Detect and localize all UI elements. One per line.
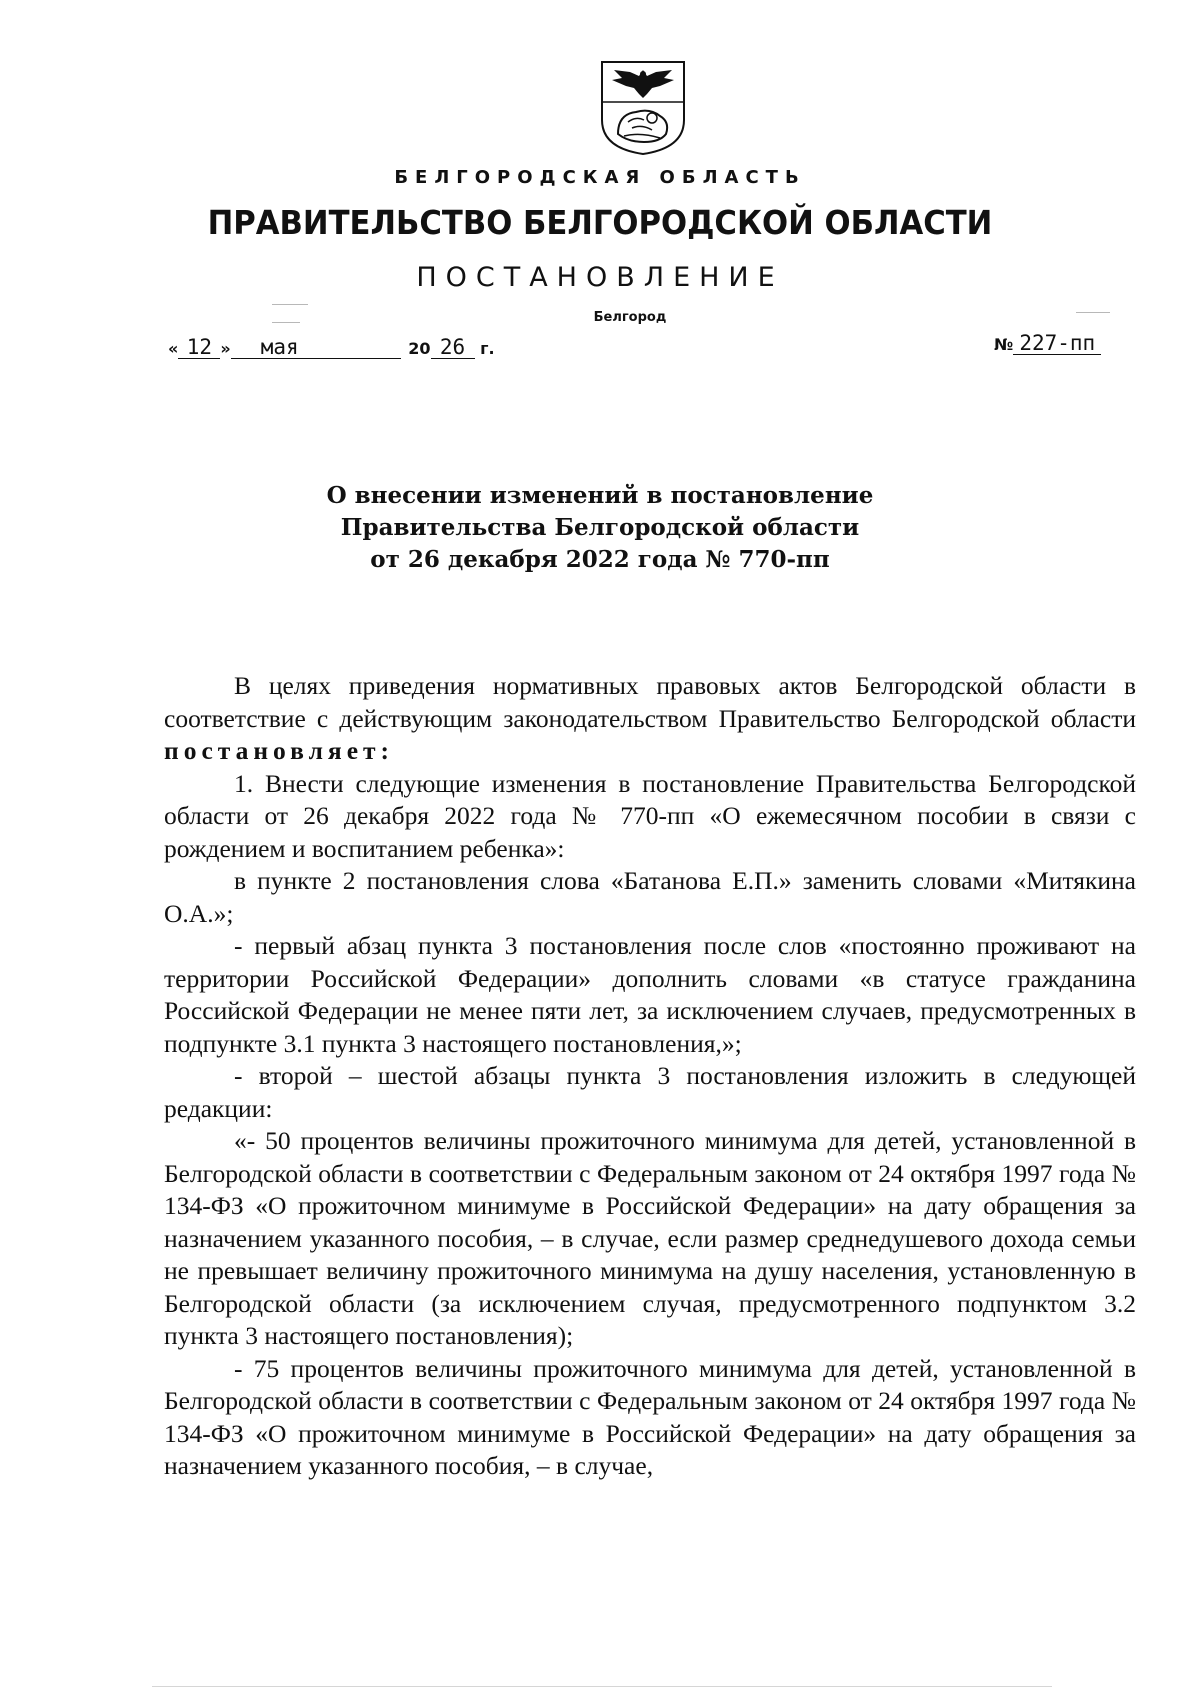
preamble-action: постановляет: [164, 736, 381, 765]
date-month: мая: [231, 336, 401, 359]
government-name: ПРАВИТЕЛЬСТВО БЕЛГОРОДСКОЙ ОБЛАСТИ: [207, 203, 993, 242]
document-number: [994, 332, 1101, 355]
title-line-3: от 26 декабря 2022 года № 770-пп: [370, 546, 830, 573]
paragraph-item-2: в пункте 2 постановления слова «Батанова Е.П.» заменить словами «Митякина О.А.»;: [164, 866, 1136, 928]
paragraph-item-4: - второй – шестой абзацы пункта 3 постановления изложить в следующей редакции:: [164, 1061, 1136, 1123]
date-year: 26: [431, 336, 475, 359]
number-prefix: №: [994, 335, 1014, 354]
paragraph-item-6: - 75 процентов величины прожиточного минимума для детей, установленной в Белгородской области в соответствии с Федеральным законом от 24 октября 1997 года № 134-ФЗ «О прожиточном минимуме в Российской Федерации» на дату обращения за назначением указанного пособия, – в случае,: [164, 1353, 1136, 1480]
date-year-marker: г.: [480, 339, 495, 358]
document-type: ПОСТАНОВЛЕНИЕ: [416, 262, 784, 293]
city-name: Белгород: [593, 310, 667, 325]
date-day: 12: [178, 336, 220, 359]
title-line-1: О внесении изменений в постановление: [326, 482, 874, 509]
date-year-prefix: 20: [408, 339, 431, 358]
preamble-text: В целях приведения нормативных правовых актов Белгородской области в соответствие с действующим законодательством Правительство Белгородской области: [164, 671, 1136, 733]
preamble-colon: :: [380, 736, 390, 765]
paragraph-item-3: - первый абзац пункта 3 постановления после слов «постоянно проживают на территории Российской Федерации» дополнить словами «в статусе гражданина Российской Федерации не менее пяти лет, за исключением случаев, предусмотренных в подпункте 3.1 пункта 3 настоящего постановления,»;: [164, 931, 1136, 1058]
document-body: [164, 670, 1136, 1483]
document-date: [168, 336, 495, 359]
title-line-2: Правительства Белгородской области: [340, 514, 860, 541]
paragraph-preamble: [164, 670, 1136, 768]
date-quote-open: «: [168, 339, 179, 358]
document-title: [0, 480, 1200, 576]
number-value: 227-пп: [1013, 332, 1101, 355]
paragraph-item-5: «- 50 процентов величины прожиточного минимума для детей, установленной в Белгородской области в соответствии с Федеральным законом от 24 октября 1997 года № 134-ФЗ «О прожиточном минимуме в Российской Федерации» на дату обращения за назначением указанного пособия, – в случае, если размер среднедушевого дохода семьи не превышает величину прожиточного минимума на душу населения, установленную в Белгородской области (за исключением случая, предусмотренного подпунктом 3.2 пункта 3 настоящего постановления);: [164, 1126, 1136, 1350]
date-quote-close: »: [220, 339, 231, 358]
belgorod-coat-of-arms-icon: [600, 60, 686, 156]
region-name: БЕЛГОРОДСКАЯ ОБЛАСТЬ: [394, 167, 806, 188]
paragraph-item-1: 1. Внести следующие изменения в постановление Правительства Белгородской области от 26 декабря 2022 года № 770-пп «О ежемесячном пособии в связи с рождением и воспитанием ребенка»:: [164, 768, 1136, 863]
